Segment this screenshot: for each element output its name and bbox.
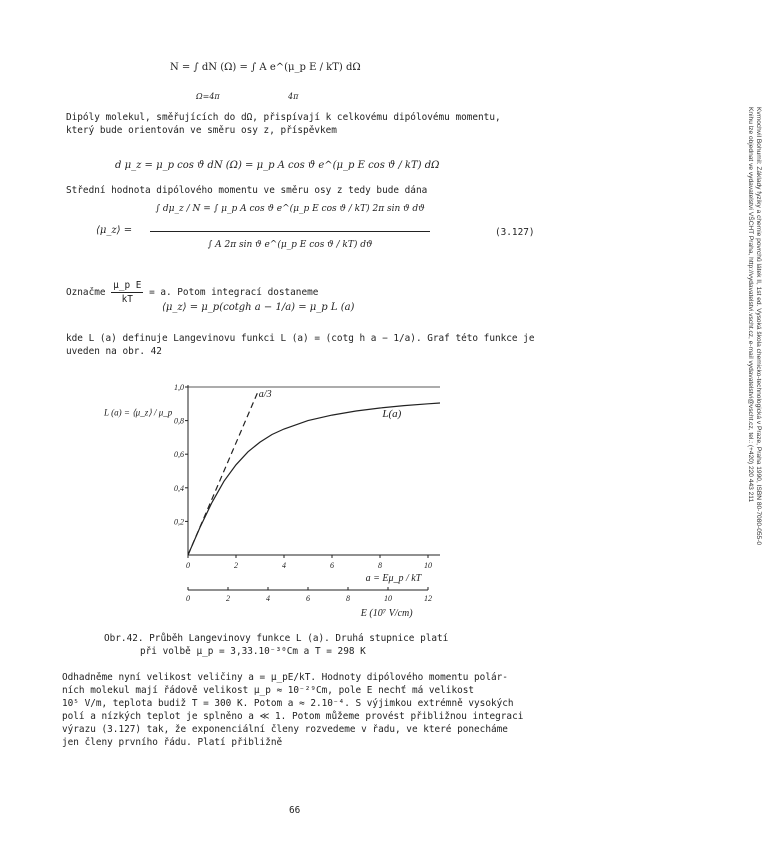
- paragraph-1-line-2: který bude orientován ve směru osy z, příspěvkem: [66, 125, 337, 136]
- y-axis-label: L (a) = ⟨μ_z⟩ / μ_p: [104, 407, 173, 418]
- paragraph-4-line-1: kde L (a) definuje Langevinovu funkci L (a) = (cotg h a − 1/a). Graf této funkce je: [66, 333, 535, 344]
- equation-3-fraction-bar: [150, 231, 430, 232]
- p3-frac-num: μ_p E: [113, 280, 142, 291]
- x-axis-label: a = Eμ_p / kT: [365, 573, 422, 584]
- series-line-langevin: [188, 403, 440, 555]
- x2-tick-label: 0: [186, 594, 190, 603]
- paragraph-5-line-5: výrazu (3.127) tak, že exponenciální členy rozvedeme v řadu, ve které ponecháme: [62, 724, 508, 735]
- paragraph-5-line-4: polí a nízkých teplot je splněno a ≪ 1. Potom můžeme provést přibližnou integraci: [62, 711, 524, 722]
- p3-pre: Označme: [66, 287, 106, 298]
- x2-tick-label: 4: [266, 594, 270, 603]
- figure-caption-line-2: při volbě μ_p = 3,33.10⁻³⁰Cm a T = 298 K: [140, 646, 366, 657]
- x-tick-label: 10: [424, 561, 432, 570]
- p3-fraction: [111, 279, 143, 306]
- langevin-chart: [100, 370, 460, 630]
- x-tick-label: 0: [186, 561, 190, 570]
- equation-3-numerator: ∫ dμ_z / N = ∫ μ_p A cos ϑ e^(μ_p E cos ϑ / kT) 2π sin ϑ dϑ: [155, 204, 425, 214]
- paragraph-4-line-2: uveden na obr. 42: [66, 346, 162, 357]
- figure-caption-line-1: Obr.42. Průběh Langevinovy funkce L (a). Druhá stupnice platí: [104, 633, 449, 644]
- equation-3-number: (3.127): [495, 227, 535, 238]
- p3-frac-den: kT: [121, 294, 133, 305]
- series-label-langevin: L(a): [382, 408, 402, 421]
- equation-3-lhs: ⟨μ_z⟩ =: [96, 225, 133, 236]
- x2-axis-label: E (10⁷ V/cm): [360, 608, 413, 619]
- y-tick-label: 0,4: [174, 483, 184, 493]
- page-number: 66: [289, 805, 301, 816]
- y-tick-label: 0,2: [174, 517, 184, 527]
- side-citation-text: Kvmochvil Bohumil: Základy fyziky a chemie povrchů látek II, 1st ed. Vysoká škola chemicko-technologická v Praze, Praha 1990, ISBN 80-7080-055-0 Knihu lze objednat ve vydavatelství VŠCHT Praha, http://vydavatelstvi.vscht.cz, e-mail vydavatelstvi@vscht.cz, tel.: (+420) 220 443 211: [747, 107, 762, 546]
- paragraph-2: Střední hodnota dipólového momentu ve směru osy z tedy bude dána: [66, 185, 428, 196]
- p3-post: = a. Potom integrací dostaneme: [149, 287, 319, 298]
- x-tick-label: 2: [234, 561, 238, 570]
- paragraph-5-line-2: ních molekul mají řádově velikost μ_p ≈ 10⁻²⁹Cm, pole E nechť má velikost: [62, 685, 475, 696]
- series-label-a-over-3: a/3: [258, 389, 272, 401]
- paragraph-5-line-6: jen členy prvního řádu. Platí přibližně: [62, 737, 283, 748]
- x2-tick-label: 2: [226, 594, 230, 603]
- x2-tick-label: 10: [384, 594, 392, 603]
- paragraph-1-line-1: Dipóly molekul, směřujících do dΩ, přispívají k celkovému dipólovému momentu,: [66, 112, 501, 123]
- equation-3-denominator: ∫ A 2π sin ϑ e^(μ_p E cos ϑ / kT) dϑ: [207, 240, 373, 250]
- y-tick-label: 0,6: [174, 450, 184, 460]
- paragraph-5-line-3: 10⁵ V/m, teplota budiž T = 300 K. Potom a ≈ 2.10⁻⁴. S výjimkou extrémně vysokých: [62, 698, 514, 709]
- y-tick-label: 1,0: [174, 383, 184, 392]
- equation-1: [170, 62, 430, 73]
- equation-4: ⟨μ_z⟩ = μ_p(cotgh a − 1/a) = μ_p L (a): [162, 302, 355, 313]
- eq1-lower-limit-2: 4π: [288, 92, 299, 101]
- equation-2: d μ_z = μ_p cos ϑ dN (Ω) = μ_p A cos ϑ e^(μ_p E cos ϑ / kT) dΩ: [115, 160, 440, 171]
- x-tick-label: 4: [282, 561, 286, 570]
- x2-tick-label: 6: [306, 594, 310, 603]
- eq1-text: N = ∫ dN (Ω) = ∫ A e^(μ_p E / kT) dΩ: [170, 62, 361, 73]
- x-tick-label: 6: [330, 561, 334, 570]
- x2-tick-label: 8: [346, 594, 350, 603]
- y-tick-label: 0,8: [174, 416, 184, 426]
- eq1-lower-limit: Ω=4π: [196, 92, 220, 101]
- side-citation: [746, 107, 762, 717]
- paragraph-5-line-1: Odhadněme nyní velikost veličiny a = μ_pE/kT. Hodnoty dipólového momentu polár-: [62, 672, 508, 683]
- x-tick-label: 8: [378, 561, 382, 570]
- x2-tick-label: 12: [424, 594, 432, 603]
